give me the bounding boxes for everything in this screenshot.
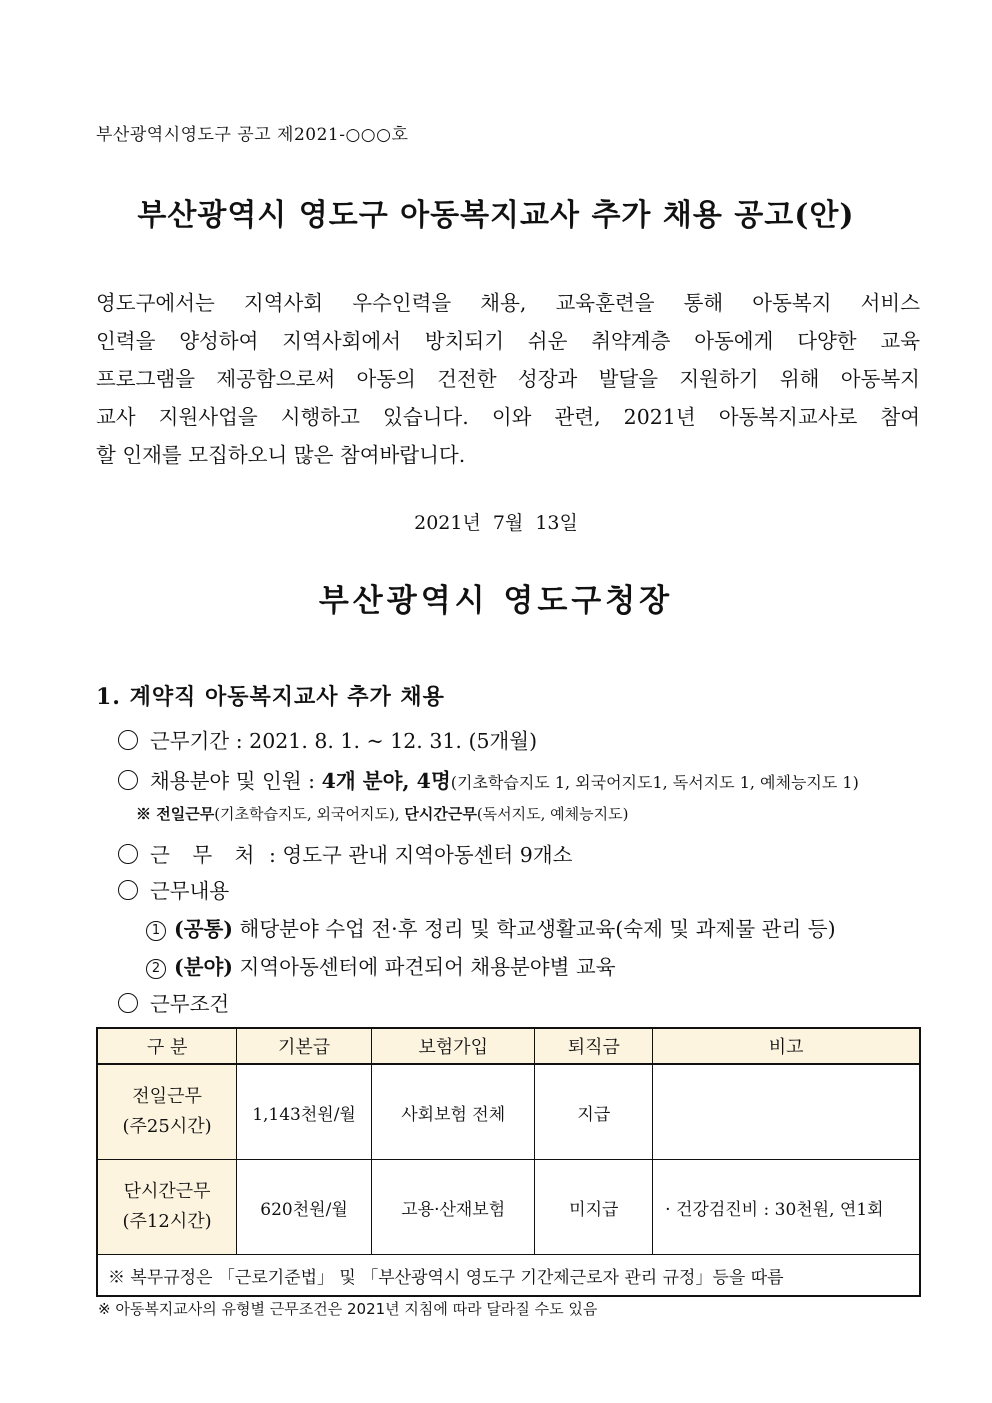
header-category: 구 분 (97, 1028, 237, 1064)
footnote: ※ 아동복지교사의 유형별 근무조건은 2021년 지침에 따라 달라질 수도 있음 (98, 1300, 598, 1318)
intro-paragraph (96, 284, 920, 474)
severance-cell: 미지급 (535, 1160, 653, 1255)
row-type: 단시간근무 (123, 1181, 211, 1202)
remarks-cell: · 건강검진비 : 30천원, 연1회 (653, 1160, 920, 1255)
salary-cell: 620천원/월 (237, 1160, 372, 1255)
fulltime-label: 전일근무 (156, 805, 215, 823)
work-period-label: 근무기간 (150, 729, 230, 753)
document-title: 부산광역시 영도구 아동복지교사 추가 채용 공고(안) (137, 198, 855, 233)
insurance-cell: 사회보험 전체 (371, 1064, 535, 1160)
circle-bullet-icon (118, 844, 138, 864)
parttime-detail: (독서지도, 예체능지도) (476, 805, 629, 823)
note-mark: ※ (136, 805, 157, 823)
duty-field (146, 950, 616, 980)
duty-common (146, 912, 836, 942)
recruit-field-label: 채용분야 및 인원 : (150, 769, 322, 793)
workplace-item (118, 838, 572, 868)
notice-date: 2021년 7월 13일 (414, 512, 578, 534)
recruit-field-detail: (기초학습지도 1, 외국어지도1, 독서지도 1, 예체능지도 1) (450, 773, 859, 792)
intro-line: 인력을 양성하여 지역사회에서 방치되기 쉬운 취약계층 아동에게 다양한 교육 (96, 329, 920, 353)
table-header-row (97, 1028, 920, 1064)
intro-line: 영도구에서는 지역사회 우수인력을 채용, 교육훈련을 통해 아동복지 서비스 (96, 291, 920, 315)
work-period-value: : 2021. 8. 1. ~ 12. 31. (5개월) (229, 729, 538, 753)
duties-item (118, 874, 229, 904)
table-row (97, 1160, 920, 1255)
intro-line: 프로그램을 제공함으로써 아동의 건전한 성장과 발달을 지원하기 위해 아동복지 (96, 367, 920, 391)
duty-text: 지역아동센터에 파견되어 채용분야별 교육 (233, 955, 616, 979)
severance-cell: 지급 (535, 1064, 653, 1160)
insurance-cell: 고용·산재보험 (371, 1160, 535, 1255)
duties-label: 근무내용 (150, 879, 230, 903)
duty-tag: (공통) (174, 917, 234, 941)
recruit-field-item (118, 764, 859, 794)
row-type-cell (97, 1064, 237, 1160)
table-row (97, 1064, 920, 1160)
header-salary: 기본급 (237, 1028, 372, 1064)
fulltime-detail: (기초학습지도, 외국어지도), (214, 805, 405, 823)
header-remarks: 비고 (653, 1028, 920, 1064)
row-hours: (주12시간) (122, 1211, 212, 1232)
duty-tag: (분야) (174, 955, 234, 979)
section-heading: 1. 계약직 아동복지교사 추가 채용 (96, 684, 445, 710)
work-period-item (118, 724, 537, 754)
conditions-label: 근무조건 (150, 992, 230, 1016)
row-type: 전일근무 (132, 1086, 202, 1107)
circled-number-icon: 1 (146, 921, 166, 941)
parttime-label: 단시간근무 (404, 805, 477, 823)
table-footer-note: ※ 복무규정은 「근로기준법」 및 「부산광역시 영도구 기간제근로자 관리 규정」등을 따름 (97, 1255, 920, 1297)
duty-text: 해당분야 수업 전·후 정리 및 학교생활교육(숙제 및 과제물 관리 등) (233, 917, 836, 941)
circle-bullet-icon (118, 993, 138, 1013)
recruit-count: 4개 분야, 4명 (321, 769, 451, 793)
salary-cell: 1,143천원/월 (237, 1064, 372, 1160)
circled-number-icon: 2 (146, 959, 166, 979)
row-hours: (주25시간) (122, 1116, 212, 1137)
work-type-note (136, 803, 628, 824)
work-conditions-table (96, 1027, 921, 1297)
header-insurance: 보험가입 (371, 1028, 535, 1064)
table-footer-row (97, 1255, 920, 1297)
circle-bullet-icon (118, 730, 138, 750)
workplace-label: 근 무 처 (150, 843, 263, 867)
row-type-cell (97, 1160, 237, 1255)
conditions-item (118, 987, 229, 1017)
notice-number: 부산광역시영도구 공고 제2021-○○○호 (96, 125, 409, 145)
circle-bullet-icon (118, 880, 138, 900)
remarks-cell (653, 1064, 920, 1160)
circle-bullet-icon (118, 770, 138, 790)
intro-line: 할 인재를 모집하오니 많은 참여바랍니다. (96, 443, 466, 467)
workplace-value: : 영도구 관내 지역아동센터 9개소 (262, 843, 573, 867)
intro-line: 교사 지원사업을 시행하고 있습니다. 이와 관련, 2021년 아동복지교사로 참여 (96, 405, 920, 429)
header-severance: 퇴직금 (535, 1028, 653, 1064)
issuer-name: 부산광역시 영도구청장 (318, 583, 674, 619)
